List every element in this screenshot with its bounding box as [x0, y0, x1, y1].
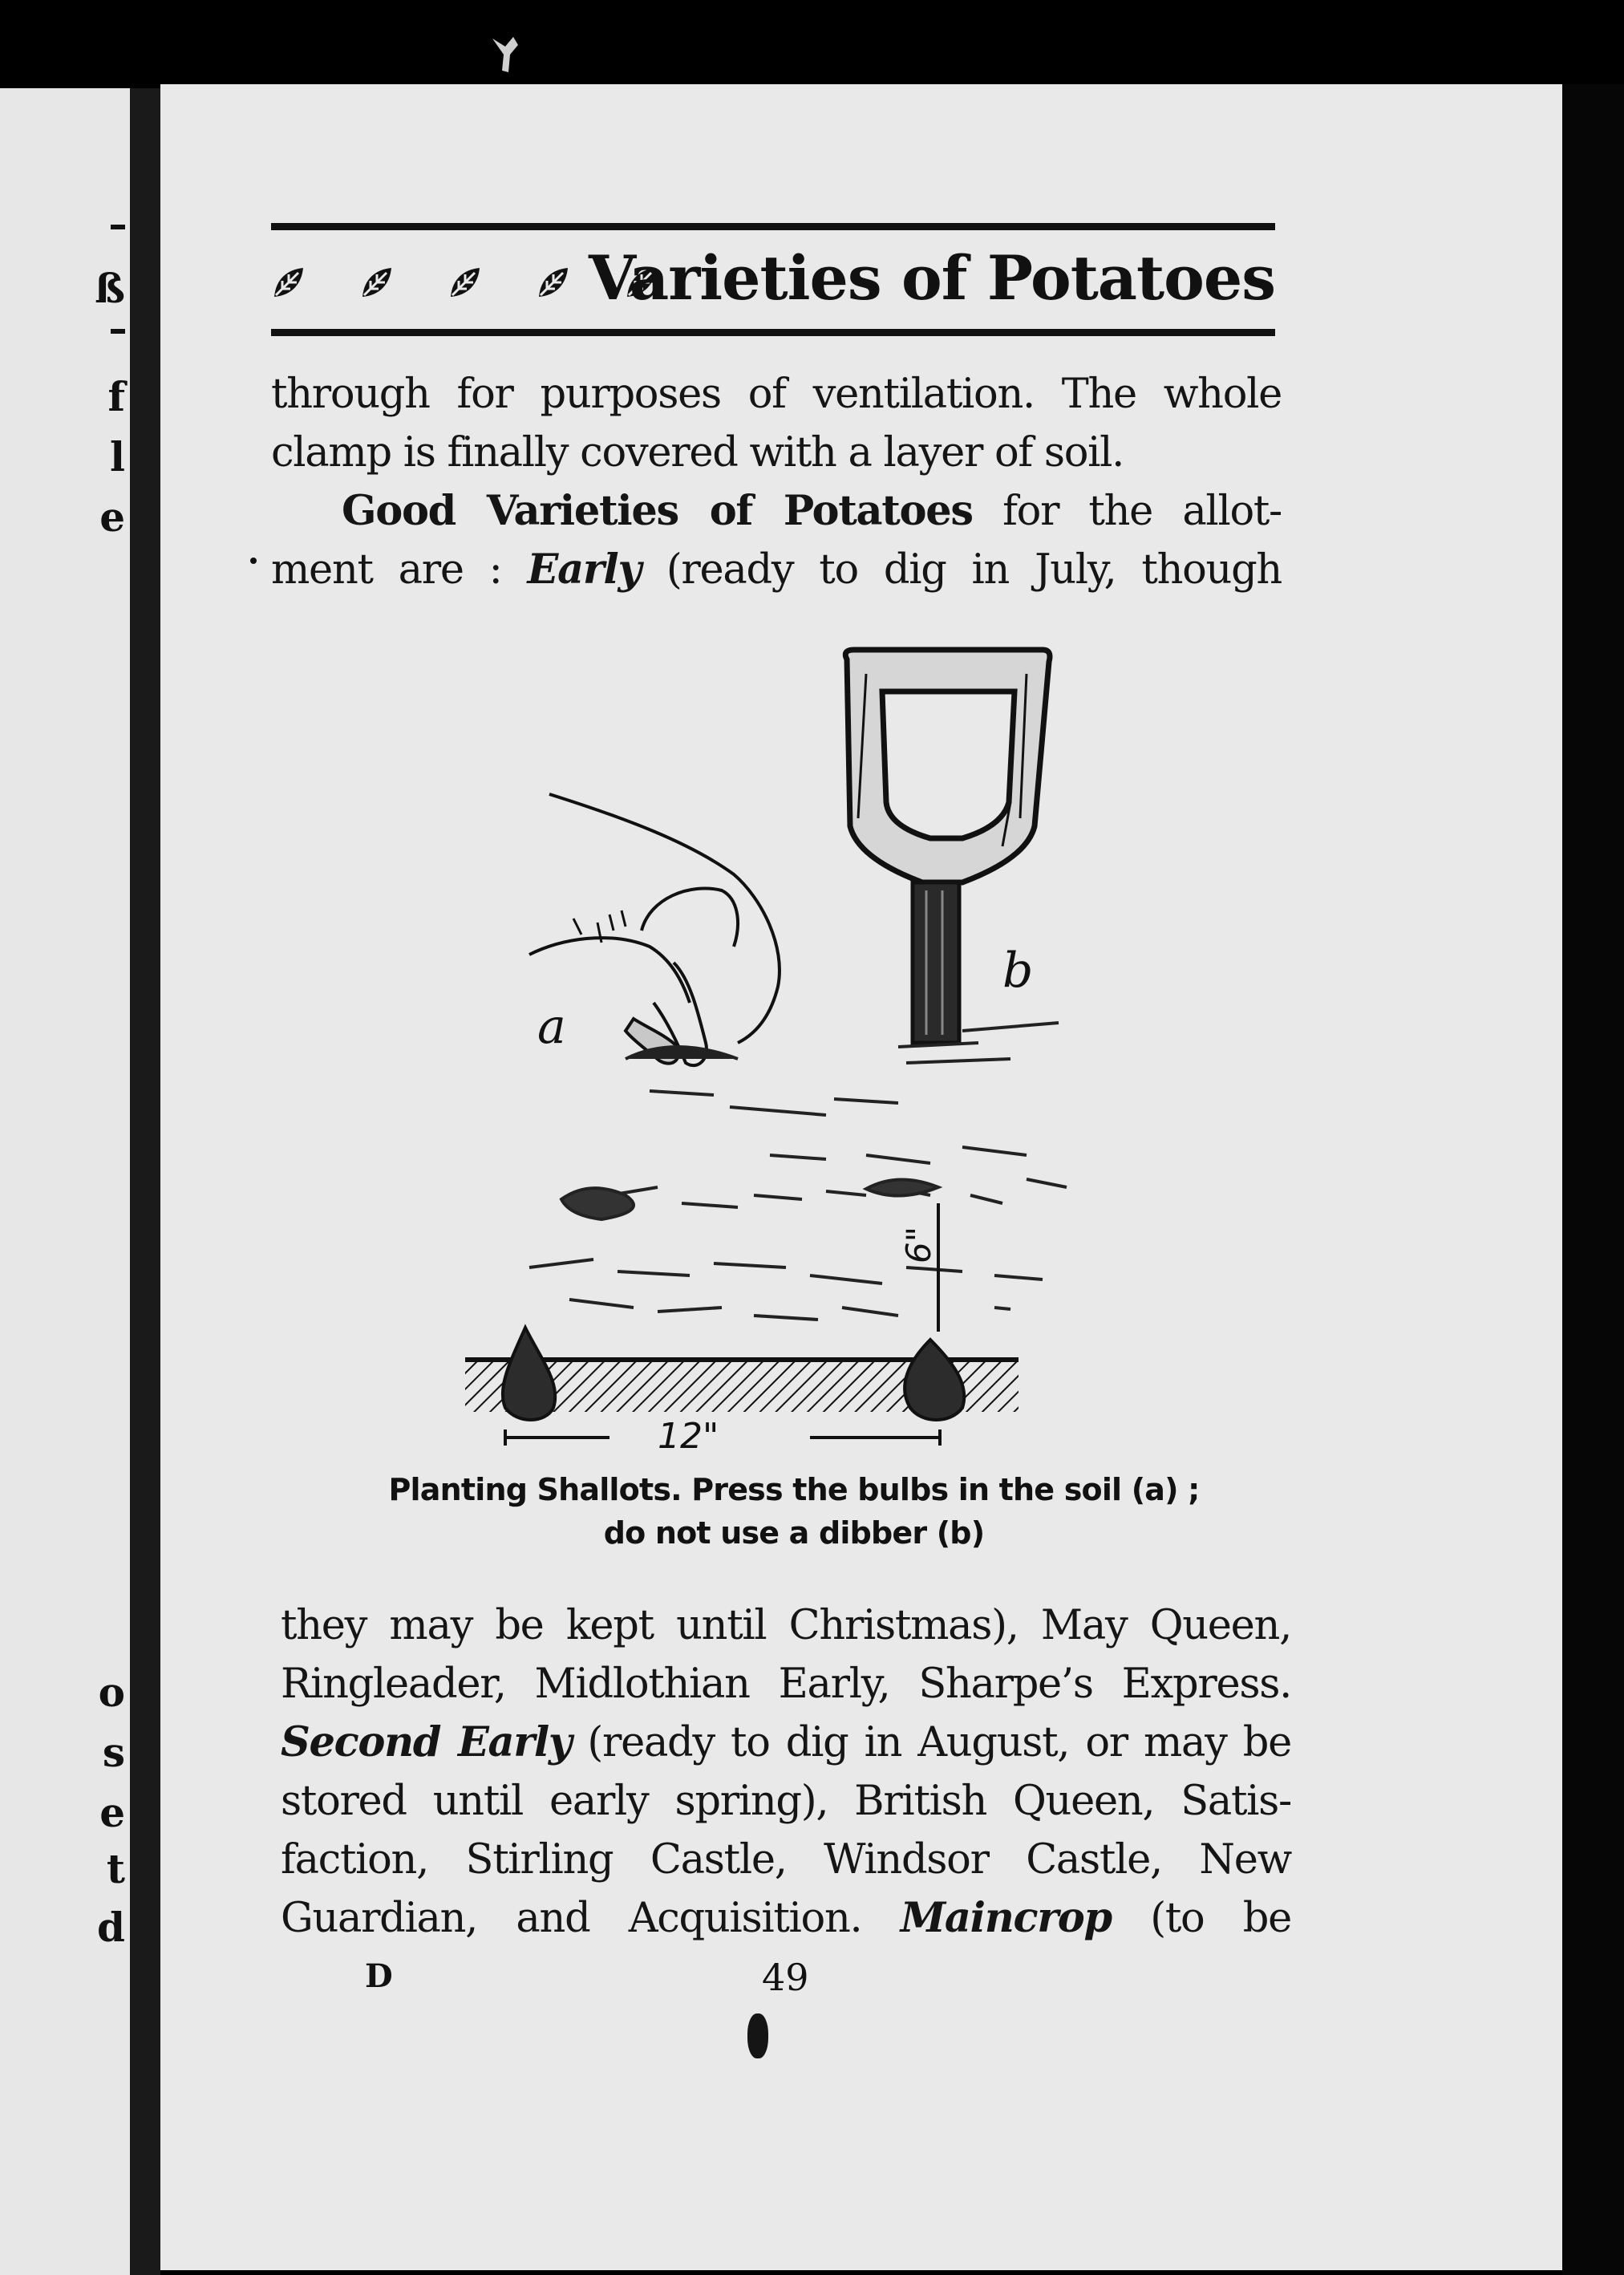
scan-mark-icon [481, 30, 529, 79]
text-block-bottom [281, 1596, 1291, 1948]
text-line: Second Early (ready to dig in August, or may be [281, 1718, 1291, 1766]
leaf-ornament-icon [359, 265, 395, 300]
maincrop-label: Maincrop [900, 1894, 1112, 1942]
leaf-ornament-icon [536, 265, 571, 300]
text-line: clamp is finally covered with a layer of soil. [271, 429, 1124, 476]
varieties-heading: Good Varieties of Potatoes [342, 487, 973, 535]
ink-blot [747, 2013, 768, 2058]
leaf-ornament-icon [271, 265, 306, 300]
text-line: Good Varieties of Potatoes for the allot- [342, 487, 1282, 535]
figure-label-12in: 12" [658, 1416, 719, 1457]
shallot-bulb-icon [503, 1328, 555, 1420]
text-line: Guardian, and Acquisition. Maincrop (to be [281, 1894, 1291, 1942]
facing-page-margin-text: ß f l e o s e t d [93, 88, 125, 2275]
figure-label-a: a [537, 999, 566, 1055]
hand-icon [529, 794, 780, 1065]
text-line: faction, Stirling Castle, Windsor Castle, New [281, 1836, 1291, 1884]
scan-border [1562, 84, 1624, 2275]
shallot-bulb-icon [905, 1340, 964, 1420]
facing-page [0, 88, 130, 2275]
running-header [271, 242, 1275, 319]
page-number: 49 [762, 1956, 809, 1999]
book-gutter [130, 88, 160, 2275]
text-line: they may be kept until Christmas), May Queen, [281, 1602, 1291, 1649]
text-line: Ringleader, Midlothian Early, Sharpe’s Express. [281, 1661, 1291, 1708]
header-rule-bottom [271, 329, 1275, 336]
figure-label-6in: 6" [899, 1226, 938, 1263]
caption-line: Planting Shallots. Press the bulbs in the soil (a) ; [388, 1472, 1200, 1507]
text-line: stored until early spring), British Queen, Satis- [281, 1778, 1291, 1825]
caption-line: do not use a dibber (b) [603, 1515, 985, 1551]
text-line: ment are : Early (ready to dig in July, though [271, 545, 1282, 594]
signature-mark: D [365, 1957, 393, 1995]
text-block-top [271, 365, 1282, 599]
shallot-planting-illustration [449, 642, 1107, 1460]
ink-speck [250, 558, 257, 564]
running-title: Varieties of Potatoes [588, 242, 1275, 314]
early-label: Early [527, 545, 641, 594]
header-rule-top [271, 223, 1275, 230]
second-early-label: Second Early [281, 1718, 572, 1766]
figure-label-b: b [1002, 943, 1034, 999]
text-line: through for purposes of ventilation. The whole [271, 371, 1282, 418]
leaf-ornament-icon [448, 265, 483, 300]
soil-surface [529, 1023, 1067, 1320]
figure-caption [353, 1468, 1235, 1555]
